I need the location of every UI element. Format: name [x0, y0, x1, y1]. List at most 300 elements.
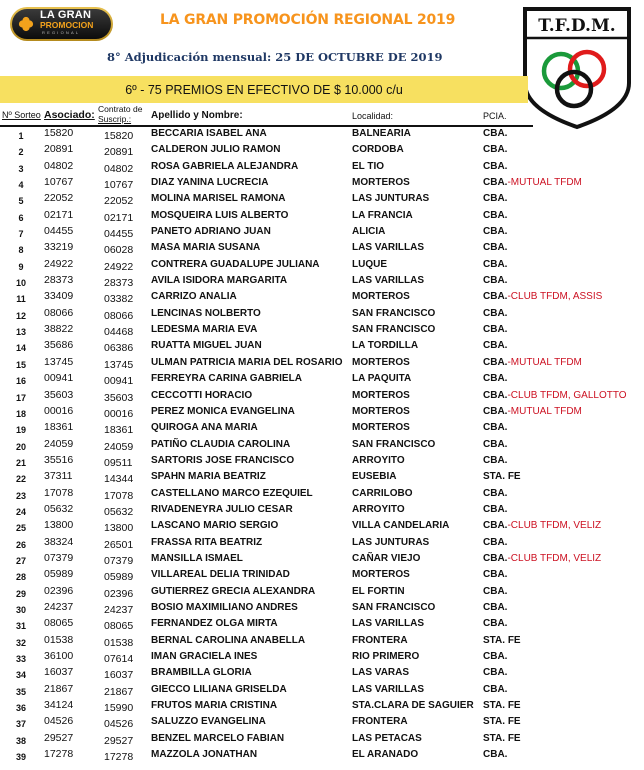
cell-nombre: SPAHN MARIA BEATRIZ — [151, 471, 266, 483]
cell-pcia — [483, 520, 601, 532]
cell-pcia — [483, 602, 507, 614]
cell-pcia — [483, 357, 582, 369]
cell-contrato: 17278 — [104, 751, 134, 764]
cell-contrato: 07379 — [104, 554, 134, 567]
cell-nombre: SARTORIS JOSE FRANCISCO — [151, 454, 295, 466]
cell-pcia — [483, 667, 507, 679]
cell-pcia — [483, 651, 507, 663]
cell-note: -CLUB TFDM, VELIZ — [507, 552, 602, 564]
cell-pcia — [483, 488, 507, 500]
cell-nombre: MAZZOLA JONATHAN — [151, 749, 258, 761]
clover-icon — [18, 16, 34, 32]
cell-pcia — [483, 340, 507, 352]
cell-pcia — [483, 144, 507, 156]
cell-localidad: EL FORTIN — [352, 585, 405, 597]
table-row — [0, 323, 644, 339]
cell-localidad: CORDOBA — [352, 144, 404, 156]
cell-localidad: EL ARANADO — [352, 749, 419, 761]
cell-asociado: 16037 — [44, 666, 74, 679]
table-row — [0, 356, 644, 372]
cell-nombre: FRUTOS MARIA CRISTINA — [151, 700, 278, 712]
tfdm-shield-logo — [521, 5, 633, 130]
table-row — [0, 585, 644, 601]
cell-num: 33 — [15, 654, 26, 664]
cell-localidad: LAS VARILLAS — [352, 242, 425, 254]
cell-nombre: MASA MARIA SUSANA — [151, 242, 261, 254]
pcia-value: CBA. — [483, 373, 508, 385]
pcia-value: CBA. — [483, 356, 508, 368]
table-row — [0, 487, 644, 503]
table-row — [0, 225, 644, 241]
cell-nombre: PEREZ MONICA EVANGELINA — [151, 405, 295, 417]
cell-contrato: 00941 — [104, 375, 134, 388]
cell-contrato: 15990 — [104, 702, 134, 715]
pcia-value: CBA. — [483, 128, 508, 139]
cell-localidad: LA TORDILLA — [352, 340, 419, 352]
pcia-value: CBA. — [483, 487, 508, 499]
cell-asociado: 08065 — [44, 617, 74, 630]
pcia-value: CBA. — [483, 324, 508, 336]
cell-num: 8 — [18, 245, 24, 256]
logo-text-line1: LA GRAN — [40, 9, 92, 21]
cell-pcia — [483, 537, 507, 549]
table-row — [0, 683, 644, 699]
cell-num: 5 — [18, 196, 24, 207]
pcia-value: CBA. — [483, 585, 508, 597]
cell-num: 32 — [15, 637, 26, 648]
cell-asociado: 02396 — [44, 584, 74, 597]
pcia-value: CBA. — [483, 275, 508, 287]
cell-asociado: 01538 — [44, 633, 74, 646]
cell-nombre: CECCOTTI HORACIO — [151, 389, 253, 401]
pcia-value: STA. FE — [483, 700, 521, 712]
cell-localidad: LAS VARILLAS — [352, 683, 425, 695]
cell-contrato: 04468 — [104, 326, 134, 339]
cell-num: 35 — [15, 686, 26, 697]
cell-localidad: EL TIO — [352, 160, 385, 172]
cell-asociado: 00941 — [44, 372, 74, 385]
cell-pcia — [483, 733, 521, 745]
col-header-nombre: Apellido y Nombre: — [151, 110, 243, 121]
table-row — [0, 421, 644, 437]
cell-num: 25 — [15, 523, 26, 534]
cell-contrato: 15820 — [104, 130, 134, 142]
cell-nombre: AVILA ISIDORA MARGARITA — [151, 275, 288, 287]
cell-contrato: 35603 — [104, 391, 134, 404]
cell-localidad: MORTEROS — [352, 177, 410, 189]
cell-pcia — [483, 324, 507, 336]
cell-nombre: MOLINA MARISEL RAMONA — [151, 193, 286, 205]
cell-localidad: SAN FRANCISCO — [352, 601, 436, 613]
cell-num: 39 — [15, 752, 26, 763]
cell-nombre: MANSILLA ISMAEL — [151, 552, 243, 564]
cell-nombre: CONTRERA GUADALUPE JULIANA — [151, 258, 320, 270]
cell-localidad: FRONTERA — [352, 716, 408, 728]
cell-pcia — [483, 504, 507, 516]
cell-contrato: 18361 — [104, 424, 134, 437]
pcia-value: CBA. — [483, 651, 508, 662]
pcia-value: STA. FE — [483, 634, 521, 646]
cell-nombre: QUIROGA ANA MARIA — [151, 422, 258, 434]
cell-contrato: 03382 — [104, 293, 134, 306]
table-row — [0, 715, 644, 731]
cell-contrato: 24059 — [104, 440, 134, 453]
cell-nombre: PATIÑO CLAUDIA CAROLINA — [151, 438, 291, 450]
cell-num: 27 — [15, 555, 26, 566]
cell-localidad: MORTEROS — [352, 389, 410, 401]
table-row — [0, 405, 644, 421]
cell-note: -CLUB TFDM, ASSIS — [507, 291, 603, 303]
pcia-value: CBA. — [483, 503, 508, 515]
cell-asociado: 07379 — [44, 551, 74, 564]
cell-nombre: CARRIZO ANALIA — [151, 291, 237, 303]
cell-asociado: 24922 — [44, 257, 74, 270]
cell-pcia — [483, 210, 507, 222]
table-row — [0, 634, 644, 650]
cell-num: 19 — [15, 425, 26, 436]
cell-pcia — [483, 569, 507, 581]
cell-num: 6 — [18, 212, 24, 223]
cell-asociado: 13745 — [44, 355, 74, 368]
table-row — [0, 699, 644, 715]
cell-asociado: 21867 — [44, 682, 74, 695]
pcia-value: CBA. — [483, 405, 508, 417]
cell-nombre: CALDERON JULIO RAMON — [151, 144, 281, 156]
pcia-value: CBA. — [483, 536, 508, 548]
cell-pcia — [483, 716, 521, 728]
cell-contrato: 02171 — [104, 211, 134, 224]
cell-num: 3 — [18, 163, 24, 174]
cell-asociado: 18361 — [44, 421, 74, 434]
pcia-value: CBA. — [483, 389, 508, 401]
cell-num: 38 — [15, 735, 26, 746]
cell-asociado: 04526 — [44, 715, 74, 728]
cell-contrato: 02396 — [104, 587, 134, 600]
table-row — [0, 732, 644, 748]
cell-asociado: 05989 — [44, 568, 74, 581]
cell-asociado: 08066 — [44, 306, 74, 319]
cell-num: 18 — [15, 408, 26, 419]
pcia-value: CBA. — [483, 193, 508, 205]
cell-contrato: 13800 — [104, 522, 134, 535]
cell-asociado: 33219 — [44, 241, 74, 254]
cell-num: 2 — [18, 147, 24, 158]
table-row — [0, 470, 644, 486]
cell-nombre: RIVADENEYRA JULIO CESAR — [151, 503, 293, 515]
cell-num: 9 — [18, 261, 24, 272]
col-header-num: Nº Sorteo — [2, 110, 41, 120]
cell-asociado: 04455 — [44, 225, 74, 238]
cell-contrato: 29527 — [104, 734, 134, 747]
cell-pcia — [483, 553, 601, 565]
cell-localidad: SAN FRANCISCO — [352, 324, 436, 336]
cell-asociado: 36100 — [44, 650, 74, 662]
cell-contrato: 08065 — [104, 620, 134, 633]
cell-contrato: 10767 — [104, 179, 134, 192]
cell-contrato: 21867 — [104, 685, 134, 698]
cell-pcia — [483, 439, 507, 451]
table-row — [0, 666, 644, 682]
cell-pcia — [483, 700, 521, 712]
cell-nombre: BRAMBILLA GLORIA — [151, 667, 252, 679]
pcia-value: CBA. — [483, 422, 508, 434]
cell-pcia — [483, 193, 507, 205]
cell-num: 34 — [15, 670, 26, 681]
col-header-contrato-line1: Contrato de — [98, 104, 143, 114]
table-row — [0, 258, 644, 274]
cell-pcia — [483, 259, 507, 271]
pcia-value: CBA. — [483, 242, 508, 254]
table-row — [0, 503, 644, 519]
cell-localidad: LAS VARAS — [352, 667, 410, 679]
pcia-value: CBA. — [483, 144, 508, 156]
cell-num: 26 — [15, 539, 26, 550]
table-row — [0, 209, 644, 225]
cell-pcia — [483, 308, 507, 320]
cell-num: 20 — [15, 441, 26, 452]
pcia-value: CBA. — [483, 177, 508, 189]
cell-asociado: 22052 — [44, 192, 74, 205]
cell-asociado: 24059 — [44, 437, 74, 450]
table-row — [0, 339, 644, 355]
pcia-value: CBA. — [483, 307, 508, 319]
cell-localidad: MORTEROS — [352, 569, 410, 581]
cell-num: 13 — [15, 327, 26, 338]
cell-localidad: LAS VARILLAS — [352, 275, 425, 287]
cell-nombre: VILLAREAL DELIA TRINIDAD — [151, 569, 290, 581]
cell-num: 16 — [15, 376, 26, 387]
pcia-value: CBA. — [483, 667, 508, 679]
table-row — [0, 650, 644, 666]
table-row — [0, 748, 644, 764]
cell-num: 17 — [15, 392, 26, 403]
cell-nombre: ROSA GABRIELA ALEJANDRA — [151, 160, 299, 172]
pcia-value: CBA. — [483, 226, 508, 238]
cell-contrato: 00016 — [104, 407, 134, 420]
cell-nombre: SALUZZO EVANGELINA — [151, 716, 266, 728]
col-header-contrato-line2: Suscrip.: — [98, 114, 132, 124]
cell-asociado: 17078 — [44, 486, 74, 499]
cell-asociado: 35603 — [44, 388, 74, 401]
pcia-value: CBA. — [483, 749, 508, 761]
table-row — [0, 143, 644, 159]
cell-asociado: 20891 — [44, 143, 74, 156]
cell-num: 7 — [18, 229, 24, 240]
pcia-value: CBA. — [483, 438, 508, 450]
cell-contrato: 22052 — [104, 195, 134, 208]
cell-asociado: 35516 — [44, 453, 74, 466]
table-row — [0, 290, 644, 306]
cell-contrato: 13745 — [104, 358, 134, 371]
table-row — [0, 454, 644, 470]
pcia-value: CBA. — [483, 258, 508, 270]
table-row — [0, 307, 644, 323]
col-header-localidad: Localidad: — [352, 111, 394, 121]
cell-localidad: SAN FRANCISCO — [352, 307, 436, 319]
pcia-value: CBA. — [483, 552, 508, 564]
table-row — [0, 568, 644, 584]
pcia-value: CBA. — [483, 160, 508, 172]
cell-localidad: LA FRANCIA — [352, 209, 413, 221]
cell-nombre: ULMAN PATRICIA MARIA DEL ROSARIO — [151, 356, 343, 368]
col-header-pcia: PCIA. — [483, 111, 507, 121]
table-row — [0, 552, 644, 568]
cell-localidad: RIO PRIMERO — [352, 651, 420, 662]
cell-asociado: 33409 — [44, 290, 74, 303]
pcia-value: CBA. — [483, 454, 508, 466]
cell-num: 4 — [18, 180, 24, 191]
table-row — [0, 176, 644, 192]
cell-localidad: CARRILOBO — [352, 487, 413, 499]
cell-localidad: LA PAQUITA — [352, 373, 412, 385]
cell-localidad: ARROYITO — [352, 454, 405, 466]
cell-pcia — [483, 635, 521, 647]
cell-nombre: RUATTA MIGUEL JUAN — [151, 340, 262, 352]
cell-nombre: FERREYRA CARINA GABRIELA — [151, 373, 302, 385]
pcia-value: CBA. — [483, 569, 508, 581]
page-subtitle: 8° Adjudicación mensual: 25 DE OCTUBRE DE 2019 — [107, 50, 443, 64]
pcia-value: CBA. — [483, 291, 508, 303]
cell-num: 24 — [15, 506, 26, 517]
cell-num: 21 — [15, 457, 26, 468]
cell-localidad: STA.CLARA DE SAGUIER — [352, 700, 474, 712]
cell-asociado: 02171 — [44, 208, 74, 221]
cell-pcia — [483, 684, 507, 696]
cell-contrato: 26501 — [104, 538, 134, 551]
cell-contrato: 06386 — [104, 342, 134, 355]
cell-localidad: FRONTERA — [352, 634, 408, 646]
cell-contrato: 24922 — [104, 260, 134, 273]
cell-nombre: LASCANO MARIO SERGIO — [151, 520, 279, 532]
table-row — [0, 438, 644, 454]
logo-text-line2: PROMOCION — [40, 20, 94, 30]
winners-table — [0, 127, 644, 764]
cell-pcia — [483, 177, 582, 189]
cell-asociado: 37311 — [44, 470, 73, 483]
table-row — [0, 519, 644, 535]
cell-localidad: LUQUE — [352, 258, 387, 270]
cell-num: 15 — [15, 359, 26, 370]
prize-banner: 6º - 75 PREMIOS EN EFECTIVO DE $ 10.000 c/u — [0, 76, 528, 103]
pcia-value: CBA. — [483, 601, 508, 613]
cell-contrato: 08066 — [104, 309, 134, 322]
cell-pcia — [483, 471, 521, 483]
table-row — [0, 372, 644, 388]
cell-pcia — [483, 291, 602, 303]
cell-contrato: 04802 — [104, 162, 134, 175]
cell-contrato: 04526 — [104, 718, 134, 731]
cell-contrato: 01538 — [104, 636, 134, 649]
cell-localidad: ALICIA — [352, 226, 386, 238]
table-row — [0, 127, 644, 143]
cell-num: 12 — [15, 310, 26, 321]
cell-nombre: BOSIO MAXIMILIANO ANDRES — [151, 601, 298, 613]
cell-pcia — [483, 275, 507, 287]
cell-pcia — [483, 586, 507, 598]
cell-num: 1 — [18, 131, 24, 141]
pcia-value: STA. FE — [483, 732, 521, 744]
cell-nombre: BERNAL CAROLINA ANABELLA — [151, 634, 306, 646]
cell-localidad: LAS JUNTURAS — [352, 536, 430, 548]
cell-asociado: 15820 — [44, 127, 74, 139]
pcia-value: CBA. — [483, 520, 508, 532]
cell-asociado: 13800 — [44, 519, 74, 532]
pcia-value: CBA. — [483, 618, 508, 630]
cell-num: 23 — [15, 490, 26, 501]
table-row — [0, 617, 644, 633]
cell-asociado: 24237 — [44, 600, 74, 613]
cell-localidad: MORTEROS — [352, 356, 410, 368]
cell-localidad: CAÑAR VIEJO — [352, 552, 421, 564]
cell-pcia — [483, 128, 507, 140]
cell-contrato: 04455 — [104, 228, 134, 241]
cell-localidad: MORTEROS — [352, 405, 410, 417]
cell-localidad: LAS VARILLAS — [352, 618, 425, 630]
pcia-value: CBA. — [483, 209, 508, 221]
cell-contrato: 09511 — [104, 456, 133, 469]
cell-num: 10 — [15, 278, 26, 289]
cell-nombre: GIECCO LILIANA GRISELDA — [151, 683, 287, 695]
col-header-asociado: Asociado: — [44, 109, 95, 121]
shield-text: T.F.D.M. — [538, 16, 616, 36]
la-gran-promocion-logo — [10, 7, 113, 41]
cell-note: -MUTUAL TFDM — [507, 405, 582, 417]
cell-num: 11 — [16, 294, 26, 305]
cell-nombre: BENZEL MARCELO FABIAN — [151, 732, 285, 744]
cell-pcia — [483, 242, 507, 254]
cell-nombre: FERNANDEZ OLGA MIRTA — [151, 618, 278, 630]
cell-nombre: LENCINAS NOLBERTO — [151, 307, 261, 319]
cell-pcia — [483, 226, 507, 238]
cell-contrato: 28373 — [104, 277, 134, 290]
cell-pcia — [483, 749, 507, 761]
cell-asociado: 35686 — [44, 339, 74, 352]
cell-contrato: 17078 — [104, 489, 134, 502]
cell-localidad: MORTEROS — [352, 291, 410, 303]
cell-localidad: ARROYITO — [352, 503, 405, 515]
pcia-value: STA. FE — [483, 716, 521, 728]
page-title: LA GRAN PROMOCIÓN REGIONAL 2019 — [160, 12, 456, 28]
cell-localidad: VILLA CANDELARIA — [352, 520, 450, 532]
pcia-value: STA. FE — [483, 471, 521, 483]
cell-nombre: DIAZ YANINA LUCRECIA — [151, 177, 269, 189]
cell-localidad: EUSEBIA — [352, 471, 397, 483]
cell-note: -MUTUAL TFDM — [507, 356, 582, 368]
table-row — [0, 536, 644, 552]
cell-asociado: 00016 — [44, 404, 74, 417]
cell-num: 14 — [15, 343, 26, 354]
cell-localidad: BALNEARIA — [352, 128, 411, 139]
cell-asociado: 29527 — [44, 731, 74, 744]
cell-nombre: PANETO ADRIANO JUAN — [151, 226, 271, 238]
cell-asociado: 17278 — [44, 748, 74, 761]
cell-nombre: MOSQUEIRA LUIS ALBERTO — [151, 209, 289, 221]
cell-nombre: LEDESMA MARIA EVA — [151, 324, 258, 336]
cell-contrato: 05989 — [104, 571, 134, 584]
cell-localidad: LAS JUNTURAS — [352, 193, 430, 205]
cell-localidad: MORTEROS — [352, 422, 410, 434]
logo-text-line3: REGIONAL — [42, 30, 81, 35]
cell-contrato: 14344 — [104, 473, 134, 486]
cell-pcia — [483, 373, 507, 385]
cell-num: 36 — [15, 703, 26, 714]
cell-pcia — [483, 406, 582, 418]
cell-asociado: 05632 — [44, 502, 74, 515]
cell-contrato: 24237 — [104, 603, 134, 616]
table-row — [0, 601, 644, 617]
table-row — [0, 241, 644, 257]
pcia-value: CBA. — [483, 340, 508, 352]
